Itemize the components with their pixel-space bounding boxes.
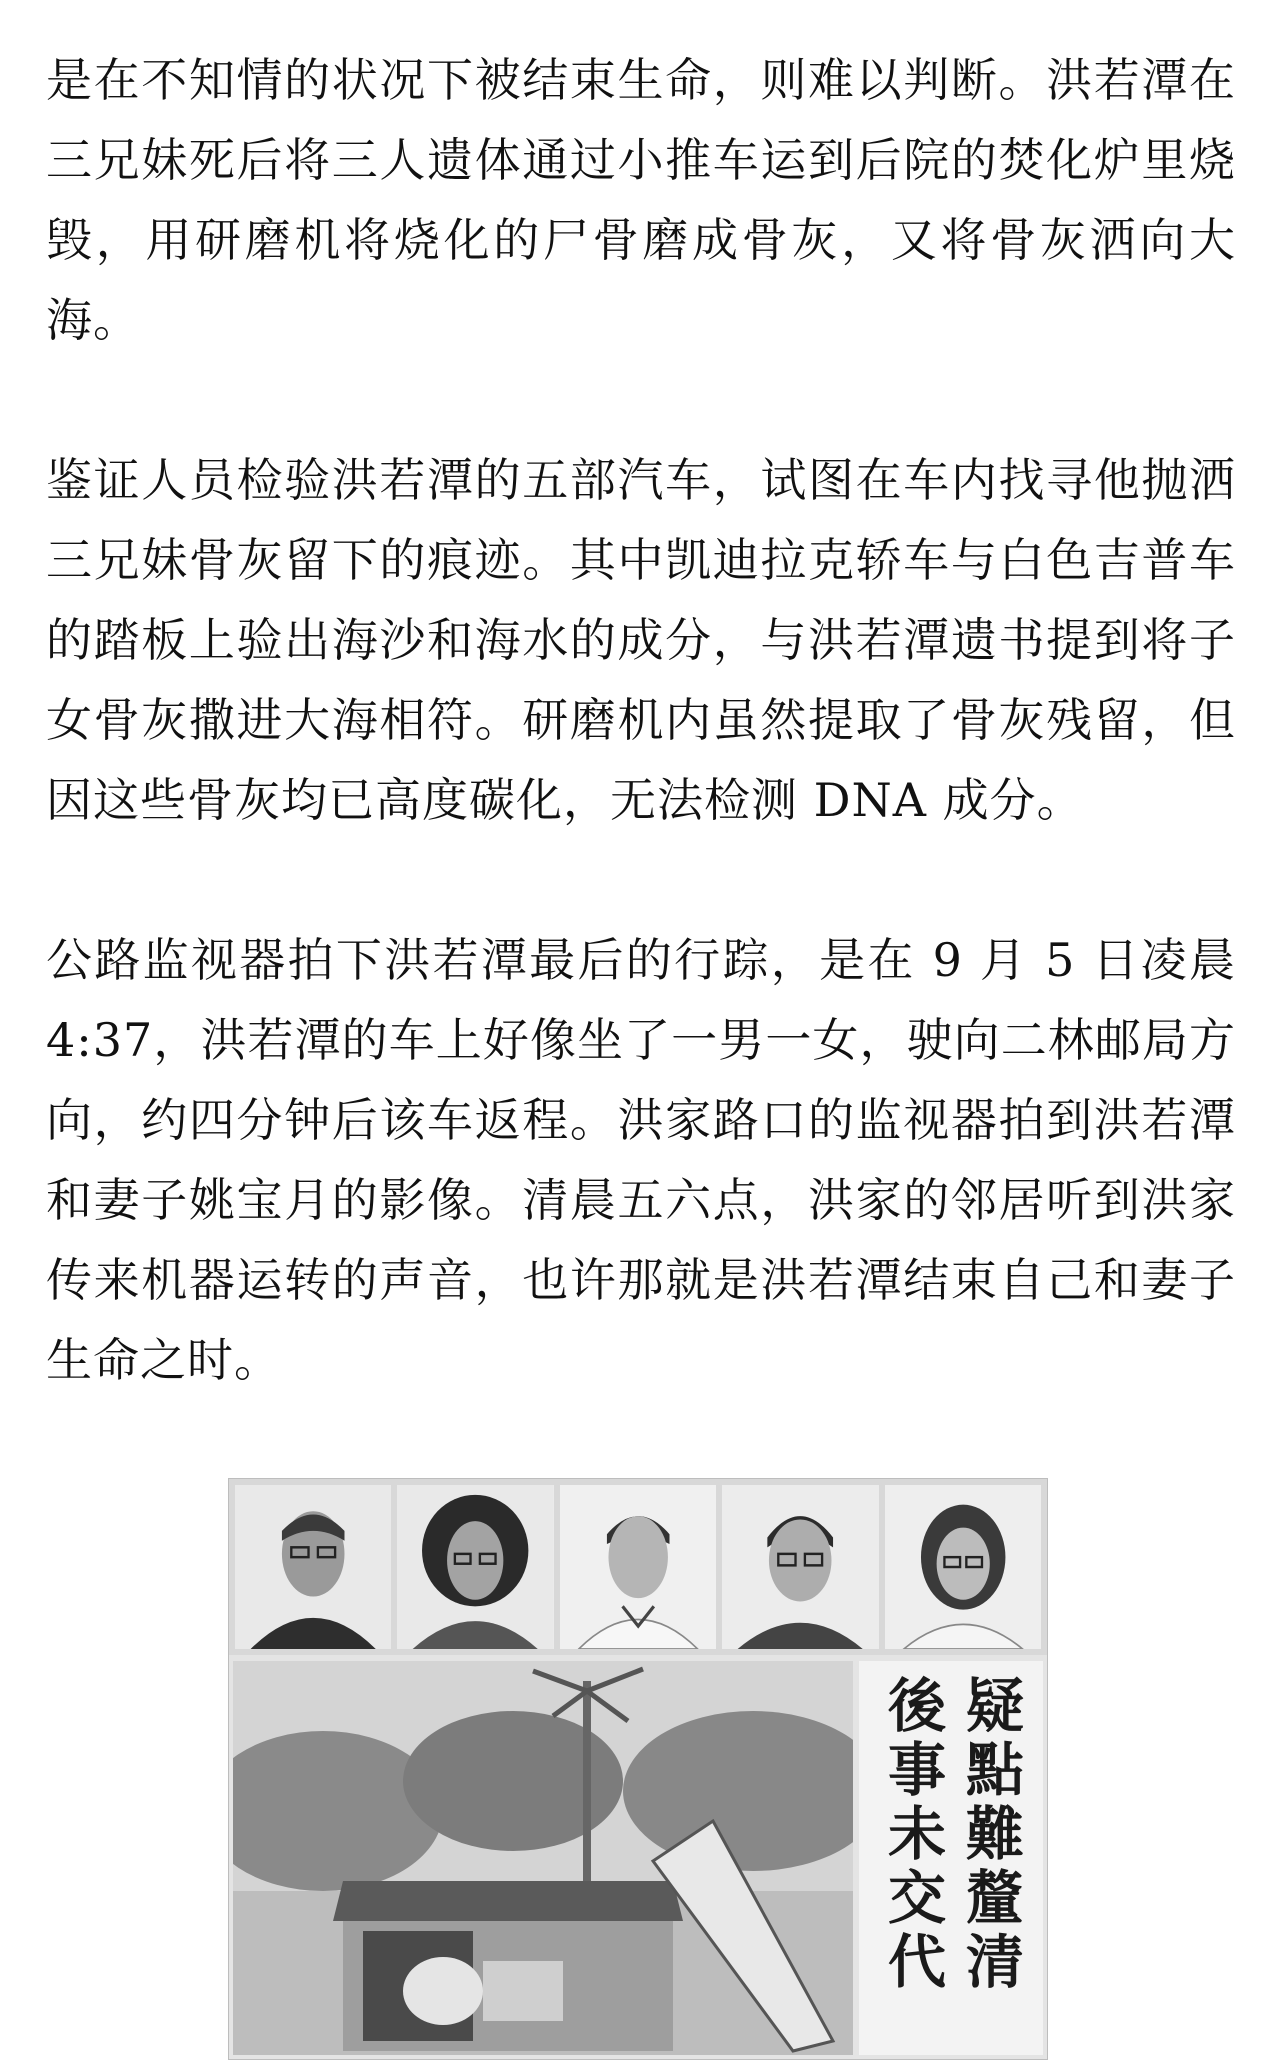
photo-caption (859, 1661, 1043, 2055)
article-body (46, 40, 1236, 1400)
news-photo (228, 1478, 1048, 2060)
portrait-son-2 (722, 1485, 878, 1649)
backyard-scene-image (233, 1661, 853, 2055)
portrait-mother (397, 1485, 553, 1649)
caption-line-2: 後事未交代 (878, 1675, 946, 1995)
portrait-son-1 (560, 1485, 716, 1649)
portrait-daughter (885, 1485, 1041, 1649)
paragraph-2: 鉴证人员检验洪若潭的五部汽车，试图在车内找寻他抛洒三兄妹骨灰留下的痕迹。其中凯迪拉克轿车与白色吉普车的踏板上验出海沙和海水的成分，与洪若潭遗书提到将子女骨灰撒进大海相符。研磨机内虽然提取了骨灰残留，但因这些骨灰均已高度碳化，无法检测 DNA 成分。 (46, 453, 1236, 827)
caption-line-1: 疑點難釐清 (956, 1675, 1024, 1995)
portrait-row (229, 1479, 1047, 1655)
portrait-father (235, 1485, 391, 1649)
paragraph-1: 是在不知情的状况下被结束生命，则难以判断。洪若潭在三兄妹死后将三人遗体通过小推车运到后院的焚化炉里烧毁，用研磨机将烧化的尸骨磨成骨灰，又将骨灰洒向大海。 (46, 53, 1236, 347)
paragraph-3: 公路监视器拍下洪若潭最后的行踪，是在 9 月 5 日凌晨 4:37，洪若潭的车上好像坐了一男一女，驶向二林邮局方向，约四分钟后该车返程。洪家路口的监视器拍到洪若潭和妻子姚宝月的影像。清晨五六点，洪家的邻居听到洪家传来机器运转的声音，也许那就是洪若潭结束自己和妻子生命之时。 (46, 933, 1236, 1387)
